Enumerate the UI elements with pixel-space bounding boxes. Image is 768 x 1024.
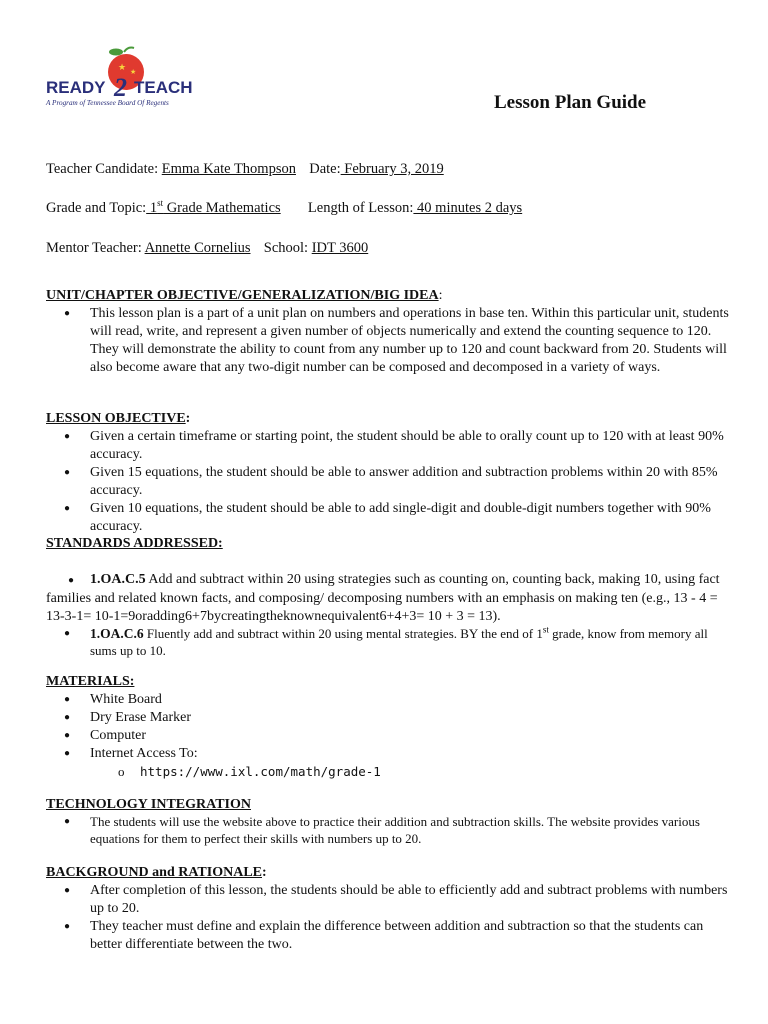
unit-colon: :	[438, 288, 443, 303]
mentor-value: Annette Cornelius	[144, 240, 251, 256]
mentor-label: Mentor Teacher:	[46, 240, 142, 256]
grade-length-line	[46, 200, 522, 217]
teacher-value: Emma Kate Thompson	[161, 161, 296, 177]
logo-text-num: 2	[114, 73, 127, 102]
list-item: ● This lesson plan is a part of a unit plan on numbers and operations in base ten. Within this particular unit, students will read, write, and represent a given number of objects numerically and extend the counting sequence to 120. They will demonstrate the ability to count from any number up to 120 and count backward from 20. Students will also become aware that any two-digit number can be composed and decomposed in a variety of ways.	[46, 305, 736, 377]
materials-heading: MATERIALS:	[46, 674, 135, 689]
school-value: IDT 3600	[311, 240, 369, 256]
list-item: ● Given a certain timeframe or starting point, the student should be able to orally count up to 120 with at least 90% accuracy.	[46, 428, 736, 464]
length-label: Length of Lesson:	[307, 200, 414, 216]
list-item: ● They teacher must define and explain the difference between addition and subtraction so that the students can better differentiate between the two.	[46, 918, 736, 954]
standard-1: ● 1.OA.C.5 Add and subtract within 20 using strategies such as counting on, counting back, making 10, using fact families and related known facts, and composing/ decomposing numbers with an emphasis on making ten (e.g., 13 - 4 = 13-3-1= 10-1=9oradding6+7bycreatingtheknownequivalent6+4+3= 10 + 3 = 13).	[46, 572, 720, 624]
list-item: ● The students will use the website above to practice their addition and subtraction skills. The website provides various equations for them to perfect their skills with numbers up to 20.	[46, 814, 736, 847]
date-label: Date:	[309, 161, 341, 177]
school-label: School:	[263, 240, 309, 256]
list-item: ● White Board	[46, 691, 736, 709]
technology-section	[46, 796, 736, 847]
lesson-objective-section	[46, 410, 736, 536]
mentor-school-line	[46, 240, 368, 257]
standards-section	[46, 535, 736, 659]
list-item: ● Internet Access To:	[46, 745, 736, 763]
teacher-date-line	[46, 161, 444, 178]
background-colon: :	[262, 865, 267, 880]
logo-tagline: A Program of Tennessee Board Of Regents	[46, 99, 169, 107]
materials-section	[46, 673, 736, 781]
background-heading: BACKGROUND and RATIONALE	[46, 865, 262, 880]
technology-heading: TECHNOLOGY INTEGRATION	[46, 797, 251, 812]
list-item: ● Computer	[46, 727, 736, 745]
teacher-label: Teacher Candidate:	[46, 161, 159, 177]
standard-2: ● 1.OA.C.6 Fluently add and subtract within 20 using mental strategies. BY the end of 1st grade, know from memory all sums up to 10.	[46, 626, 736, 659]
grade-value: 1st Grade Mathematics	[146, 198, 281, 216]
materials-link[interactable]: o https://www.ixl.com/math/grade-1	[46, 763, 736, 781]
list-item: ● Dry Erase Marker	[46, 709, 736, 727]
unit-objective-section	[46, 287, 736, 377]
objective-colon: :	[185, 411, 191, 426]
page-title: Lesson Plan Guide	[494, 92, 647, 113]
background-section	[46, 864, 736, 954]
grade-label: Grade and Topic:	[46, 200, 147, 216]
objective-heading: LESSON OBJECTIVE	[46, 411, 186, 426]
standards-heading: STANDARDS ADDRESSED:	[46, 536, 223, 551]
logo-text-left: READY	[46, 78, 106, 97]
list-item: ● Given 10 equations, the student should be able to add single-digit and double-digit numbers together with 90% accuracy.	[46, 500, 736, 536]
length-value: 40 minutes 2 days	[413, 200, 523, 216]
svg-text:★: ★	[130, 68, 137, 76]
unit-heading: UNIT/CHAPTER OBJECTIVE/GENERALIZATION/BIG IDEA	[46, 288, 439, 303]
logo-text-right: TEACH	[134, 78, 193, 97]
date-value: February 3, 2019	[340, 161, 444, 177]
list-item: ● After completion of this lesson, the students should be able to efficiently add and subtract problems with numbers up to 20.	[46, 882, 736, 918]
svg-text:★: ★	[118, 63, 127, 73]
list-item: ● Given 15 equations, the student should be able to answer addition and subtraction problems within 20 with 85% accuracy.	[46, 464, 736, 500]
